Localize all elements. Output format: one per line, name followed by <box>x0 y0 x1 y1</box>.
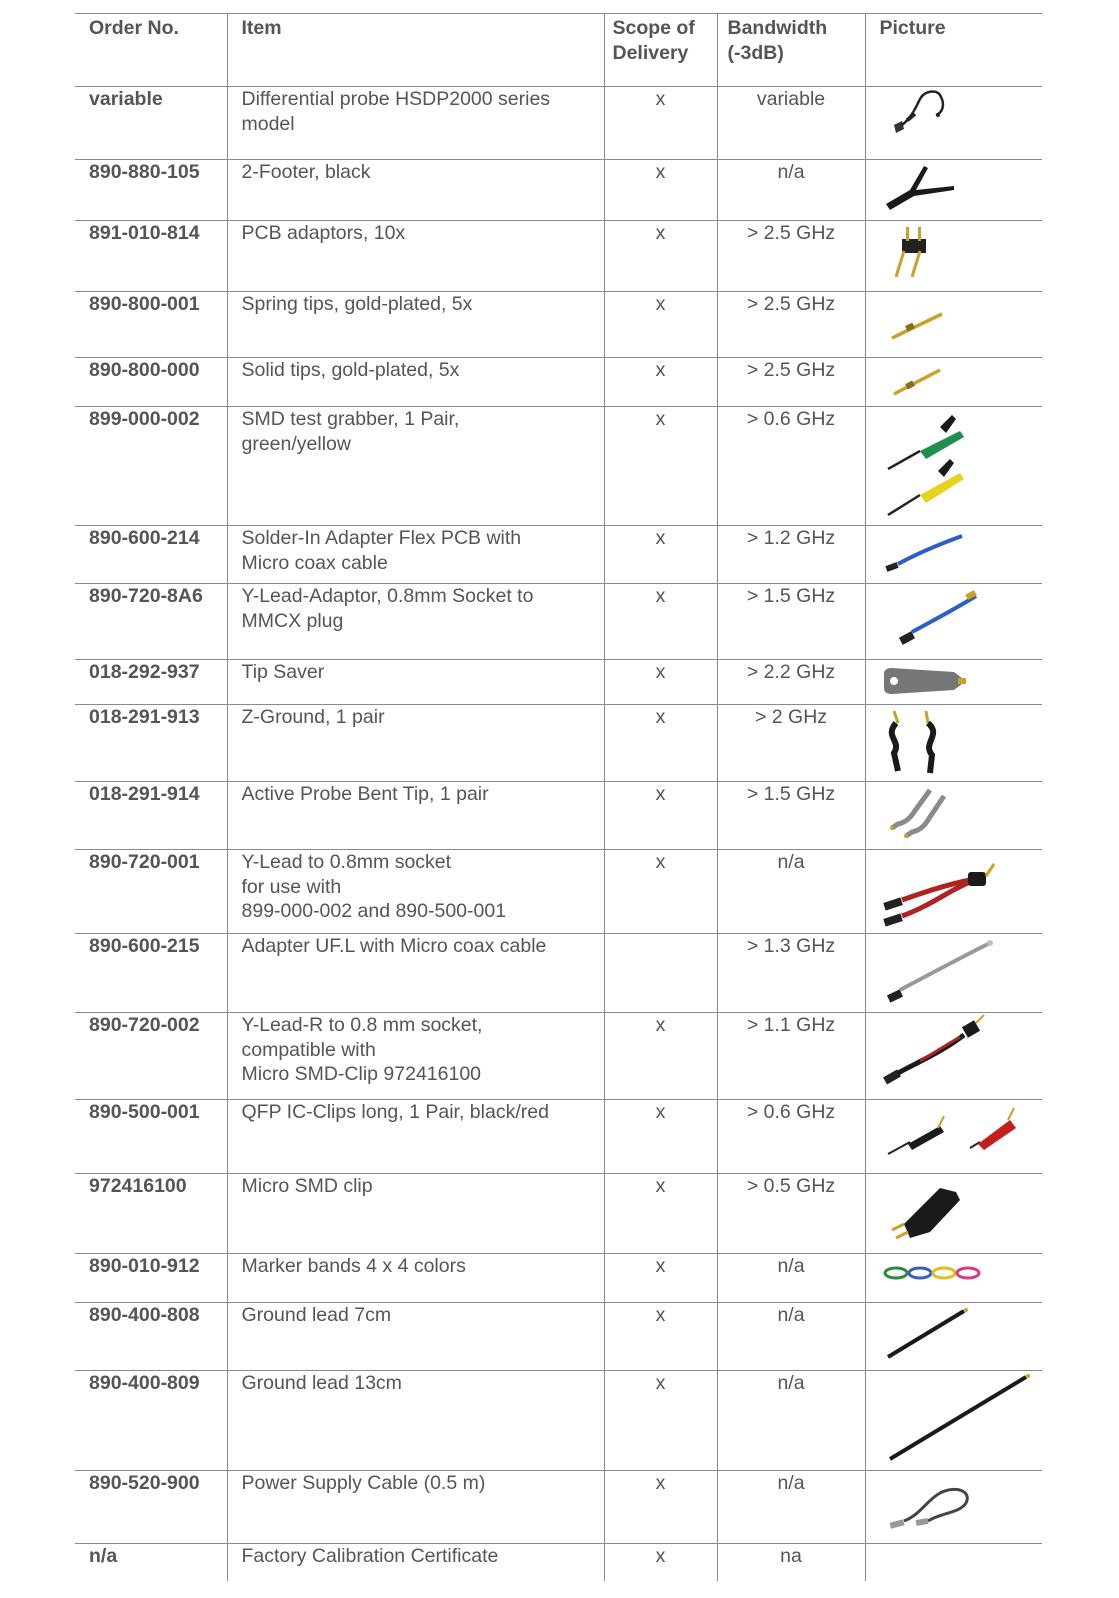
table-row <box>75 160 1042 221</box>
item-picture <box>865 526 1042 584</box>
item-picture <box>865 1303 1042 1371</box>
bandwidth: > 1.3 GHz <box>717 934 865 1013</box>
item-description: Active Probe Bent Tip, 1 pair <box>227 782 604 850</box>
item-picture <box>865 1371 1042 1471</box>
item-description: Power Supply Cable (0.5 m) <box>227 1471 604 1544</box>
item-picture <box>865 87 1042 160</box>
bandwidth: > 2.5 GHz <box>717 221 865 292</box>
scope-of-delivery: x <box>604 1544 717 1581</box>
bandwidth: > 0.6 GHz <box>717 1100 865 1174</box>
scope-of-delivery: x <box>604 160 717 221</box>
order-number: 018-292-937 <box>75 660 227 705</box>
bent-tip-icon <box>880 782 960 848</box>
item-description: Y-Lead-Adaptor, 0.8mm Socket to MMCX plug <box>227 584 604 660</box>
order-number: n/a <box>75 1544 227 1581</box>
bandwidth: > 1.5 GHz <box>717 584 865 660</box>
table-row <box>75 705 1042 782</box>
z-ground-icon <box>880 705 960 779</box>
item-picture <box>865 934 1042 1013</box>
order-number: 972416100 <box>75 1174 227 1254</box>
table-row <box>75 934 1042 1013</box>
scope-of-delivery: x <box>604 87 717 160</box>
ic-clip-icon <box>880 1100 1030 1170</box>
order-number: 890-720-002 <box>75 1013 227 1100</box>
item-picture <box>865 358 1042 407</box>
item-description: Differential probe HSDP2000 series model <box>227 87 604 160</box>
item-description: Y-Lead to 0.8mm socket for use with 899-000-002 and 890-500-001 <box>227 850 604 934</box>
item-picture <box>865 1100 1042 1174</box>
two-footer-icon <box>880 160 960 216</box>
item-description: Tip Saver <box>227 660 604 705</box>
item-picture <box>865 705 1042 782</box>
table-row <box>75 660 1042 705</box>
header-row <box>75 14 1042 87</box>
item-description: 2-Footer, black <box>227 160 604 221</box>
item-description: Ground lead 7cm <box>227 1303 604 1371</box>
item-picture <box>865 660 1042 705</box>
spring-tip-icon <box>880 292 950 348</box>
y-lead-icon <box>880 850 1000 930</box>
item-picture <box>865 1174 1042 1254</box>
item-picture <box>865 1544 1042 1581</box>
header-bandwidth: Bandwidth (-3dB) <box>717 14 865 87</box>
bandwidth: > 1.2 GHz <box>717 526 865 584</box>
solid-tip-icon <box>880 358 950 402</box>
order-number: 899-000-002 <box>75 407 227 526</box>
bandwidth: n/a <box>717 160 865 221</box>
pcb-adaptor-icon <box>880 221 950 287</box>
table-row <box>75 407 1042 526</box>
bandwidth: > 0.6 GHz <box>717 407 865 526</box>
bandwidth: > 1.1 GHz <box>717 1013 865 1100</box>
power-cable-icon <box>880 1471 980 1541</box>
item-description: Spring tips, gold-plated, 5x <box>227 292 604 358</box>
scope-of-delivery: x <box>604 705 717 782</box>
y-lead-r-icon <box>880 1013 1000 1095</box>
item-description: Ground lead 13cm <box>227 1371 604 1471</box>
scope-of-delivery: x <box>604 1174 717 1254</box>
item-picture <box>865 1471 1042 1544</box>
bandwidth: variable <box>717 87 865 160</box>
bandwidth: n/a <box>717 1254 865 1303</box>
table-row <box>75 1013 1042 1100</box>
order-number: 018-291-914 <box>75 782 227 850</box>
scope-of-delivery: x <box>604 407 717 526</box>
order-number: 018-291-913 <box>75 705 227 782</box>
bandwidth: n/a <box>717 1471 865 1544</box>
bandwidth: na <box>717 1544 865 1581</box>
bandwidth: n/a <box>717 850 865 934</box>
item-description: Solder-In Adapter Flex PCB with Micro coax cable <box>227 526 604 584</box>
order-number: 890-800-001 <box>75 292 227 358</box>
item-description: SMD test grabber, 1 Pair, green/yellow <box>227 407 604 526</box>
order-number: 890-600-214 <box>75 526 227 584</box>
order-number: 890-720-8A6 <box>75 584 227 660</box>
item-description: Marker bands 4 x 4 colors <box>227 1254 604 1303</box>
item-picture <box>865 782 1042 850</box>
scope-of-delivery: x <box>604 782 717 850</box>
solder-in-adapter-icon <box>880 526 970 582</box>
scope-of-delivery: x <box>604 358 717 407</box>
table-row <box>75 1544 1042 1581</box>
item-picture <box>865 1013 1042 1100</box>
table-row <box>75 1471 1042 1544</box>
item-description: Micro SMD clip <box>227 1174 604 1254</box>
scope-of-delivery <box>604 934 717 1013</box>
item-picture <box>865 584 1042 660</box>
bandwidth: > 0.5 GHz <box>717 1174 865 1254</box>
item-description: Z-Ground, 1 pair <box>227 705 604 782</box>
scope-of-delivery: x <box>604 1100 717 1174</box>
bandwidth: > 2.2 GHz <box>717 660 865 705</box>
table-row <box>75 292 1042 358</box>
probe-icon <box>880 87 960 149</box>
table-row <box>75 1174 1042 1254</box>
test-grabber-icon <box>880 407 980 523</box>
order-number: variable <box>75 87 227 160</box>
scope-of-delivery: x <box>604 1013 717 1100</box>
header-picture: Picture <box>865 14 1042 87</box>
y-lead-adaptor-icon <box>880 584 980 656</box>
item-description: Y-Lead-R to 0.8 mm socket, compatible with Micro SMD-Clip 972416100 <box>227 1013 604 1100</box>
ufl-adapter-icon <box>880 934 1000 1010</box>
order-number: 890-600-215 <box>75 934 227 1013</box>
item-picture <box>865 1254 1042 1303</box>
item-description: Adapter UF.L with Micro coax cable <box>227 934 604 1013</box>
scope-of-delivery: x <box>604 660 717 705</box>
table-row <box>75 850 1042 934</box>
order-number: 890-400-808 <box>75 1303 227 1371</box>
bandwidth: n/a <box>717 1371 865 1471</box>
item-picture <box>865 160 1042 221</box>
bandwidth: > 1.5 GHz <box>717 782 865 850</box>
scope-of-delivery: x <box>604 1303 717 1371</box>
table-row <box>75 1371 1042 1471</box>
table-row <box>75 1100 1042 1174</box>
tip-saver-icon <box>880 660 970 702</box>
order-number: 890-800-000 <box>75 358 227 407</box>
item-picture <box>865 407 1042 526</box>
item-description: QFP IC-Clips long, 1 Pair, black/red <box>227 1100 604 1174</box>
table-row <box>75 782 1042 850</box>
table-row <box>75 221 1042 292</box>
order-number: 890-880-105 <box>75 160 227 221</box>
order-number: 890-400-809 <box>75 1371 227 1471</box>
scope-of-delivery: x <box>604 526 717 584</box>
scope-of-delivery: x <box>604 292 717 358</box>
bandwidth: > 2 GHz <box>717 705 865 782</box>
order-number: 891-010-814 <box>75 221 227 292</box>
bandwidth: > 2.5 GHz <box>717 358 865 407</box>
order-number: 890-520-900 <box>75 1471 227 1544</box>
table-row <box>75 526 1042 584</box>
order-number: 890-500-001 <box>75 1100 227 1174</box>
header-order-no: Order No. <box>75 14 227 87</box>
bandwidth: > 2.5 GHz <box>717 292 865 358</box>
item-picture <box>865 292 1042 358</box>
item-description: Factory Calibration Certificate <box>227 1544 604 1581</box>
item-description: Solid tips, gold-plated, 5x <box>227 358 604 407</box>
ground-lead-short-icon <box>880 1303 980 1367</box>
item-picture <box>865 221 1042 292</box>
header-scope: Scope of Delivery <box>604 14 717 87</box>
scope-of-delivery: x <box>604 1471 717 1544</box>
item-description: PCB adaptors, 10x <box>227 221 604 292</box>
scope-of-delivery: x <box>604 584 717 660</box>
header-item: Item <box>227 14 604 87</box>
table-row <box>75 1303 1042 1371</box>
smd-clip-icon <box>880 1174 970 1250</box>
table-row <box>75 358 1042 407</box>
scope-of-delivery: x <box>604 1371 717 1471</box>
order-number: 890-010-912 <box>75 1254 227 1303</box>
bandwidth: n/a <box>717 1303 865 1371</box>
order-number: 890-720-001 <box>75 850 227 934</box>
marker-bands-icon <box>880 1254 990 1286</box>
table-row <box>75 584 1042 660</box>
table-row <box>75 1254 1042 1303</box>
ground-lead-long-icon <box>880 1371 1040 1467</box>
table-row <box>75 87 1042 160</box>
accessories-table <box>75 13 1042 1581</box>
item-picture <box>865 850 1042 934</box>
scope-of-delivery: x <box>604 850 717 934</box>
scope-of-delivery: x <box>604 1254 717 1303</box>
scope-of-delivery: x <box>604 221 717 292</box>
